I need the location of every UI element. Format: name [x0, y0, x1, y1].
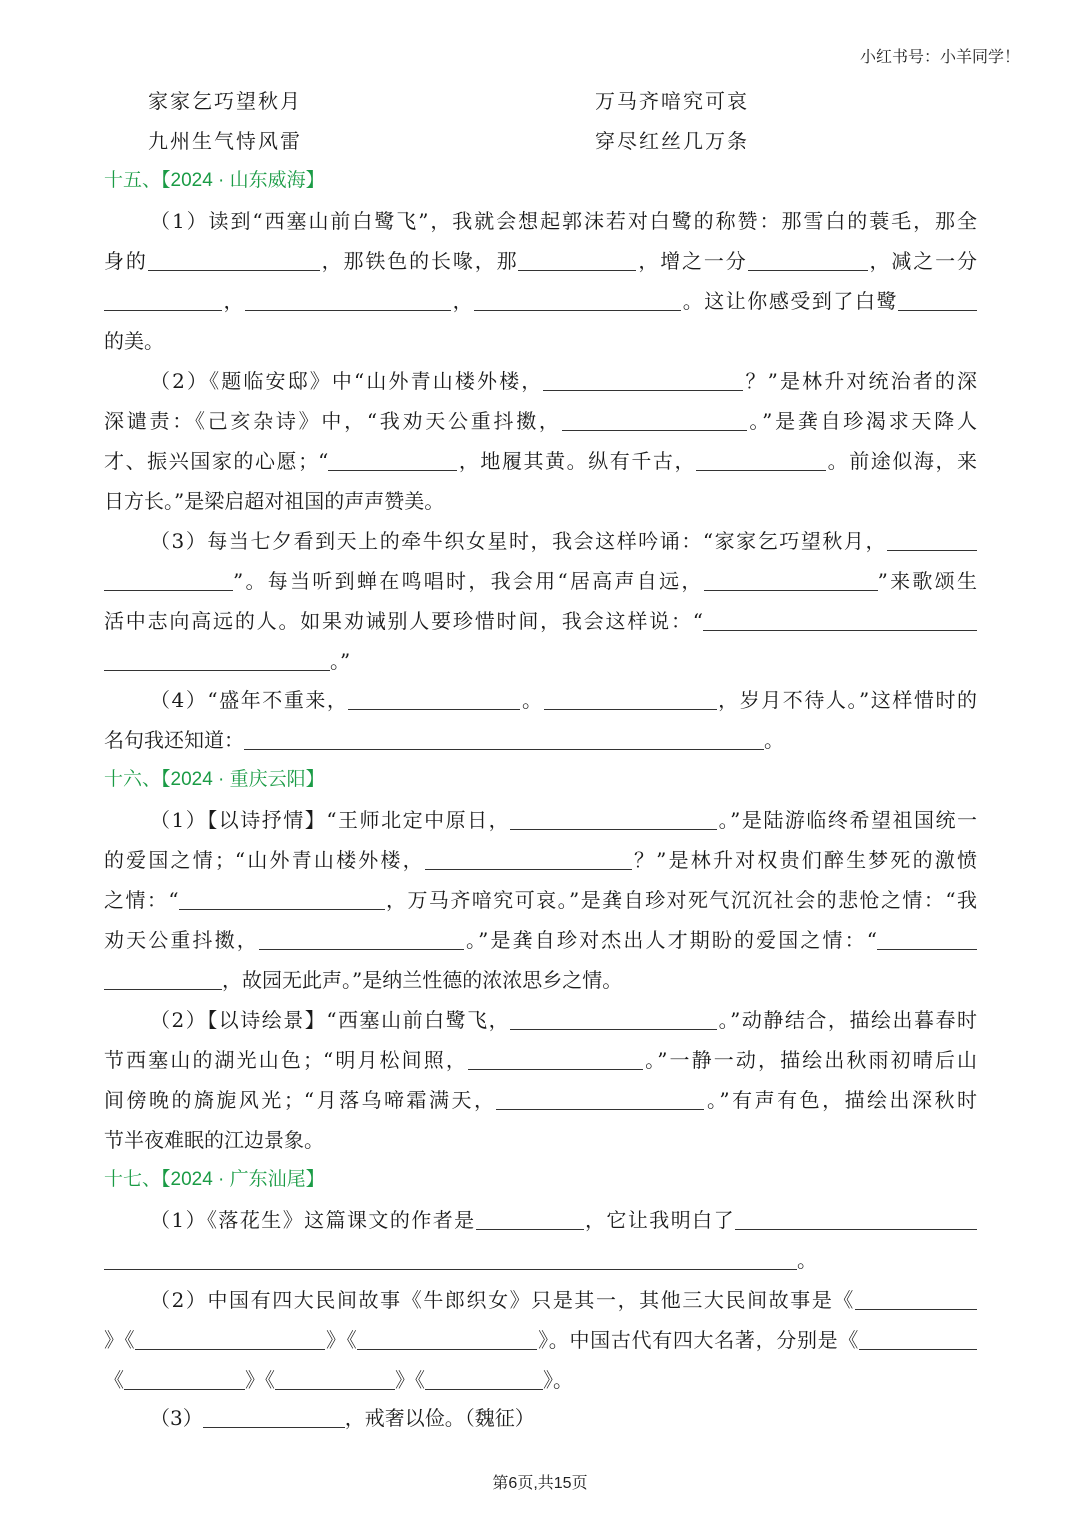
answer-blank: [859, 1327, 977, 1350]
text-segment: 。: [764, 728, 784, 752]
answer-blank: [877, 927, 977, 950]
text-segment: ，减之一分: [867, 249, 977, 273]
poem-line: 家家乞巧望秋月: [148, 89, 302, 113]
text-line: [104, 1247, 977, 1273]
text-segment: 。”动静结合，描绘出暮春时: [717, 1008, 977, 1032]
answer-blank: [135, 1327, 325, 1350]
section-heading: 十五、【2024 · 山东威海】: [104, 170, 325, 191]
answer-blank: [510, 1007, 717, 1030]
text-segment: （3）每当七夕看到天上的牵牛织女星时，我会这样吟诵：“家家乞巧望秋月，: [150, 529, 887, 553]
text-line: [104, 1007, 977, 1033]
text-segment: ，戒奢以俭。（魏征）: [344, 1406, 535, 1430]
answer-blank: [328, 448, 457, 471]
text-line: [104, 648, 977, 674]
answer-blank: [474, 288, 681, 311]
text-line: [104, 967, 977, 993]
answer-blank: [148, 248, 320, 271]
text-line: [104, 488, 977, 514]
answer-blank: [104, 568, 233, 591]
text-segment: 》。中国古代有四大名著，分别是《: [537, 1328, 860, 1352]
text-segment: 身的: [104, 249, 148, 273]
text-segment: 劝天公重抖擞，: [104, 928, 259, 952]
answer-blank: [425, 847, 632, 870]
text-segment: 》《: [104, 1328, 136, 1352]
answer-blank: [510, 807, 717, 830]
text-segment: ？”是林升对统治者的深: [743, 369, 977, 393]
text-segment: 。”: [330, 649, 351, 673]
text-segment: ”来歌颂生: [877, 569, 977, 593]
text-segment: 的美。: [104, 329, 164, 353]
text-segment: ，它让我明白了: [583, 1208, 735, 1232]
text-line: [104, 847, 977, 873]
text-line: [104, 248, 977, 274]
text-line: [104, 927, 977, 953]
text-segment: ，: [222, 289, 246, 313]
text-segment: ，岁月不待人。”这样惜时的: [716, 688, 977, 712]
text-segment: ，万马齐喑究可哀。”是龚自珍对死气沉沉社会的悲怆之情：“我: [384, 888, 977, 912]
text-line: [104, 807, 977, 833]
watermark-header: 小红书号：小羊同学！: [859, 49, 1020, 66]
text-segment: ，: [451, 289, 475, 313]
answer-blank: [543, 368, 743, 391]
answer-blank: [275, 1367, 395, 1390]
text-segment: 深谴责：《己亥杂诗》中，“我劝天公重抖擞，: [104, 409, 562, 433]
text-line: [104, 1287, 977, 1313]
text-segment: ，地履其黄。纵有千古，: [457, 449, 697, 473]
text-line: [104, 528, 977, 554]
text-line: [104, 288, 977, 314]
text-line: [104, 687, 977, 713]
text-segment: 。: [797, 1248, 817, 1272]
text-segment: （1）读到“西塞山前白鹭飞”，我就会想起郭沫若对白鹭的称赞：那雪白的蓑毛，那全: [150, 209, 977, 233]
poem-line: 九州生气恃风雷: [148, 129, 302, 153]
answer-blank: [544, 687, 717, 710]
poem-line: 万马齐喑究可哀: [595, 89, 749, 113]
answer-blank: [562, 408, 747, 431]
text-line: [104, 568, 977, 594]
text-segment: ”。每当听到蝉在鸣唱时，我会用“居高声自远，: [233, 569, 704, 593]
text-segment: 。”一静一动，描绘出秋雨初晴后山: [643, 1048, 977, 1072]
text-segment: 。前途似海，来: [826, 449, 977, 473]
text-segment: 》。: [543, 1368, 573, 1392]
text-segment: （2）《题临安邸》中“山外青山楼外楼，: [150, 369, 544, 393]
text-line: [104, 448, 977, 474]
answer-blank: [357, 1327, 537, 1350]
section-heading: 十七、【2024 · 广东汕尾】: [104, 1169, 325, 1190]
answer-blank: [348, 687, 520, 710]
text-segment: 活中志向高远的人。如果劝诫别人要珍惜时间，我会这样说：“: [104, 609, 703, 633]
text-segment: （2）【以诗绘景】“西塞山前白鹭飞，: [150, 1008, 511, 1032]
text-line: [104, 328, 977, 354]
text-segment: 之情：“: [104, 888, 179, 912]
text-segment: 日方长。”是梁启超对祖国的声声赞美。: [104, 489, 445, 513]
answer-blank: [476, 1207, 584, 1230]
answer-blank: [735, 1207, 977, 1230]
text-segment: （1）《落花生》这篇课文的作者是: [150, 1208, 476, 1232]
answer-blank: [179, 887, 385, 910]
page-number: 第6页,共15页: [492, 1475, 588, 1492]
text-segment: 才、振兴国家的心愿；“: [104, 449, 329, 473]
text-segment: ，那铁色的长喙，那: [319, 249, 519, 273]
text-segment: （2）中国有四大民间故事《牛郎织女》只是其一，其他三大民间故事是《: [150, 1288, 855, 1312]
answer-blank: [124, 1367, 245, 1390]
text-segment: （3）: [150, 1406, 203, 1430]
text-segment: （1）【以诗抒情】“王师北定中原日，: [150, 808, 511, 832]
text-segment: 。”是龚自珍对杰出人才期盼的爱国之情：“: [463, 928, 877, 952]
text-segment: 间傍晚的旖旎风光；“月落乌啼霜满天，: [104, 1088, 497, 1112]
text-segment: ？”是林升对权贵们醉生梦死的激愤: [631, 848, 977, 872]
answer-blank: [898, 288, 977, 311]
answer-blank: [704, 568, 878, 591]
text-segment: 。: [520, 688, 544, 712]
text-line: [104, 408, 977, 434]
text-segment: ，增之一分: [636, 249, 748, 273]
answer-blank: [748, 248, 868, 271]
answer-blank: [104, 1247, 797, 1270]
text-segment: 的爱国之情；“山外青山楼外楼，: [104, 848, 425, 872]
section-heading: 十六、【2024 · 重庆云阳】: [104, 769, 325, 790]
text-line: [104, 208, 977, 234]
text-segment: 《: [104, 1368, 124, 1392]
answer-blank: [259, 927, 464, 950]
answer-blank: [696, 448, 826, 471]
answer-blank: [518, 248, 636, 271]
text-line: [104, 727, 977, 753]
answer-blank: [425, 1367, 543, 1390]
answer-blank: [203, 1405, 345, 1428]
text-line: [104, 1207, 977, 1233]
text-line: [104, 1087, 977, 1113]
answer-blank: [703, 608, 977, 631]
answer-blank: [244, 727, 764, 750]
text-line: [104, 1047, 977, 1073]
text-segment: 节西塞山的湖光山色；“明月松间照，: [104, 1048, 468, 1072]
text-segment: 节半夜难眠的江边景象。: [104, 1128, 324, 1152]
answer-blank: [104, 967, 222, 990]
answer-blank: [887, 528, 977, 551]
text-segment: （4）“盛年不重来，: [150, 688, 349, 712]
answer-blank: [468, 1047, 643, 1070]
text-line: [104, 887, 977, 913]
answer-blank: [496, 1087, 704, 1110]
text-segment: ，故园无此声。”是纳兰性德的浓浓思乡之情。: [222, 968, 623, 992]
text-line: [104, 1327, 977, 1353]
text-line: [104, 1405, 977, 1431]
text-segment: 》《: [245, 1368, 275, 1392]
text-line: [104, 1127, 977, 1153]
text-segment: 。”是龚自珍渴求天降人: [746, 409, 977, 433]
answer-blank: [245, 288, 451, 311]
text-segment: 。”有声有色，描绘出深秋时: [704, 1088, 977, 1112]
text-segment: 。这让你感受到了白鹭: [681, 289, 899, 313]
answer-blank: [104, 288, 222, 311]
answer-blank: [855, 1287, 977, 1310]
text-line: [104, 1367, 977, 1393]
text-segment: 》《: [395, 1368, 425, 1392]
poem-line: 穿尽红丝几万条: [595, 129, 749, 153]
text-segment: 。”是陆游临终希望祖国统一: [717, 808, 977, 832]
text-line: [104, 368, 977, 394]
text-line: [104, 608, 977, 634]
text-segment: 》《: [325, 1328, 358, 1352]
text-segment: 名句我还知道：: [104, 728, 244, 752]
answer-blank: [104, 648, 330, 671]
